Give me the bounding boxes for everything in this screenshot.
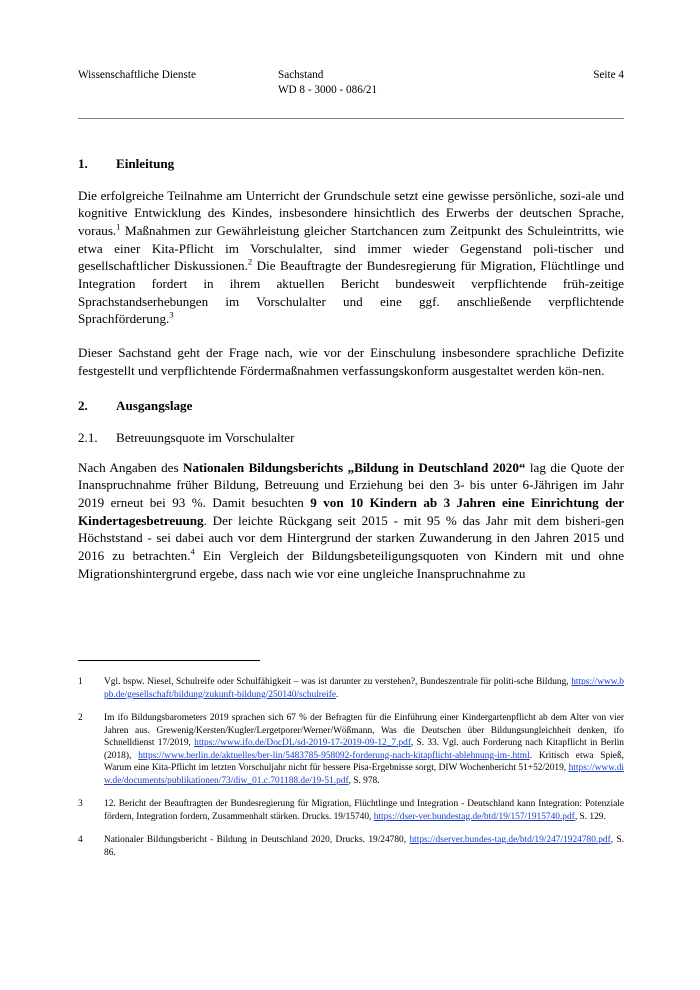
footnotes-area: [78, 676, 624, 870]
page-header: [78, 68, 624, 97]
footnote-ref-4: 4: [190, 546, 195, 557]
paragraph-intro-1-part-b: Maßnahmen zur Gewährleistung gleicher Startchancen zum Zeitpunkt des Schuleintritts, wie etwa einer Kita-Pflicht im Vorschulalter, sind immer wieder Gegenstand poli-tischer und gesellschaftlicher Diskussionen.: [78, 223, 624, 274]
footnote-text-part: , S. 33. Vgl. auch Forderung nach Kitapflicht in Berlin (2018),: [104, 738, 624, 761]
paragraph-betreuungsquote-part-a: Nach Angaben des: [78, 459, 183, 475]
paragraph-intro-1: [78, 187, 624, 328]
footnote-text-part: 12. Bericht der Beauftragten der Bundesregierung für Migration, Flüchtlinge und Integration - Deutschland kann Integration: Potenziale fördern, Integration fordern, Zusammenhalt stärken. Drucks. 19/15740,: [104, 799, 624, 822]
section-title-2: Ausgangslage: [116, 398, 193, 414]
footnote-text-part: Nationaler Bildungsbericht - Bildung in Deutschland 2020, Drucks. 19/24780,: [104, 835, 410, 845]
footnote-link[interactable]: https://www.diw.de/documents/publikationen/73/diw_01.c.701188.de/19-51.pdf: [104, 763, 624, 786]
footnote-item: [78, 834, 624, 859]
footnote-number: 3: [78, 799, 83, 809]
subsection-heading-2-1: [78, 429, 624, 447]
footnote-text-part: . Kritisch etwa Spieß, Warum eine Kita-Pflicht im letzten Vorschuljahr nicht für bessere Pisa-Ergebnisse sorgt, DIW Wochenbericht 51+52/2019,: [104, 750, 624, 773]
footnote-divider: [78, 660, 260, 661]
paragraph-intro-2: Dieser Sachstand geht der Frage nach, wie vor der Einschulung insbesondere sprachliche Defizite festgestellt und verpflichtende Fördermaßnahmen verfassungskonform ausgestaltet werden kön-nen.: [78, 345, 624, 378]
paragraph-intro-1-part-c: Die Beauftragte der Bundesregierung für Migration, Flüchtlinge und Integration fordert in ihrem aktuellen Bericht bundesweit verpflichtende früh-zeitige Sprachstandserhebungen im Vorschulalter und eine ggf. anschließende verpflichtende Sprachförderung.: [78, 258, 624, 327]
footnote-text-part: Vgl. bspw. Niesel, Schulreife oder Schulfähigkeit – was ist darunter zu verstehen?, Bundeszentrale für politi-sche Bildung,: [104, 677, 572, 687]
emphasis-kindertagesbetreuung: 9 von 10 Kindern ab 3 Jahren eine Einrichtung der Kindertagesbetreuung: [78, 495, 625, 528]
section-number-2: 2.: [78, 398, 88, 414]
footnote-text: [104, 798, 624, 823]
paragraph-betreuungsquote-part-c: . Der leichte Rückgang seit 2015 - mit 95 % das Jahr mit dem bisheri-gen Höchststand - sei dabei auch vor dem Hintergrund der starken Zuwanderung in den Jahren 2015 und 2016 zu betrachten.: [78, 512, 624, 564]
footnote-text-part: , S. 129.: [574, 811, 606, 822]
footnote-ref-3: 3: [169, 310, 174, 321]
footnote-link[interactable]: https://www.berlin.de/aktuelles/ber-lin/5483785-958092-forderung-nach-kitapflicht-ablehnung-im-.html: [138, 750, 530, 761]
subsection-title-2-1: Betreuungsquote im Vorschulalter: [116, 430, 295, 446]
footnote-text-part: .: [335, 689, 339, 700]
footnote-ref-2: 2: [247, 257, 253, 267]
footnote-number: 1: [78, 677, 83, 687]
footnote-text: [104, 834, 624, 859]
paragraph-betreuungsquote-part-b: lag die Quote der Inanspruchnahme früher Bildung, Betreuung und Erziehung bei den 3- bis unter 6-Jährigen im Jahr 2019 erneut bei 93 %. Damit besuchten: [78, 459, 624, 511]
subsection-number-2-1: 2.1.: [78, 430, 98, 446]
footnote-text-part: , S. 978.: [348, 775, 380, 786]
footnote-link[interactable]: https://dserver.bundes-tag.de/btd/19/247/1924780.pdf: [409, 835, 611, 845]
section-title-1: Einleitung: [116, 156, 175, 171]
footnote-ref-1: 1: [116, 221, 121, 232]
footnote-text-part: , S. 86.: [104, 835, 624, 858]
footnote-number: 2: [78, 713, 83, 723]
footnote-item: [78, 798, 624, 823]
header-department: Wissenschaftliche Dienste: [78, 69, 196, 81]
header-docnumber: WD 8 - 3000 - 086/21: [278, 84, 378, 96]
footnote-number: 4: [78, 835, 83, 845]
footnote-text-part: Im ifo Bildungsbarometers 2019 sprachen sich 67 % der Befragten für die Einführung einer Kindergartenpflicht ab dem Alter von vier Jahren aus. Grewenig/Kersten/Kugler/Lergetporer/Werner/Wößmann, Was die Deutschen über Bildungsungleichheit denken, ifo Schnelldienst 17/2019,: [104, 713, 624, 748]
paragraph-betreuungsquote: [78, 459, 624, 583]
footnote-text: [104, 712, 624, 787]
header-doctype: Sachstand: [278, 69, 324, 81]
header-divider: [78, 118, 624, 119]
section-number-1: 1.: [78, 156, 88, 171]
emphasis-bildungsbericht: Nationalen Bildungsberichts „Bildung in Deutschland 2020“: [183, 459, 526, 475]
footnote-item: [78, 712, 624, 787]
header-page-number: Seite 4: [593, 69, 624, 81]
document-body: [78, 155, 624, 598]
footnote-link[interactable]: https://www.ifo.de/DocDL/sd-2019-17-2019-09-12_7.pdf: [194, 738, 411, 748]
section-heading-1: [78, 155, 624, 173]
section-heading-2: [78, 397, 624, 415]
footnote-item: [78, 676, 624, 701]
footnote-text: [104, 676, 624, 701]
footnote-link[interactable]: https://www.bpb.de/gesellschaft/bildung/zukunft-bildung/250140/schulreife: [104, 677, 624, 700]
paragraph-intro-1-part-a: Die erfolgreiche Teilnahme am Unterricht der Grundschule setzt eine gewisse persönliche, sozi-ale und kognitive Entwicklung des Kindes, insbesondere hinsichtlich des Erwerbs der deutschen Sprache, voraus.: [78, 187, 624, 239]
paragraph-betreuungsquote-part-d: Ein Vergleich der Bildungsbeteiligungsquoten von Kindern mit und ohne Migrationshintergrund ergebe, dass nach wie vor eine ungleiche Inanspruchnahme zu: [78, 548, 625, 581]
footnote-link[interactable]: https://dser-ver.bundestag.de/btd/19/157/1915740.pdf: [373, 811, 575, 822]
